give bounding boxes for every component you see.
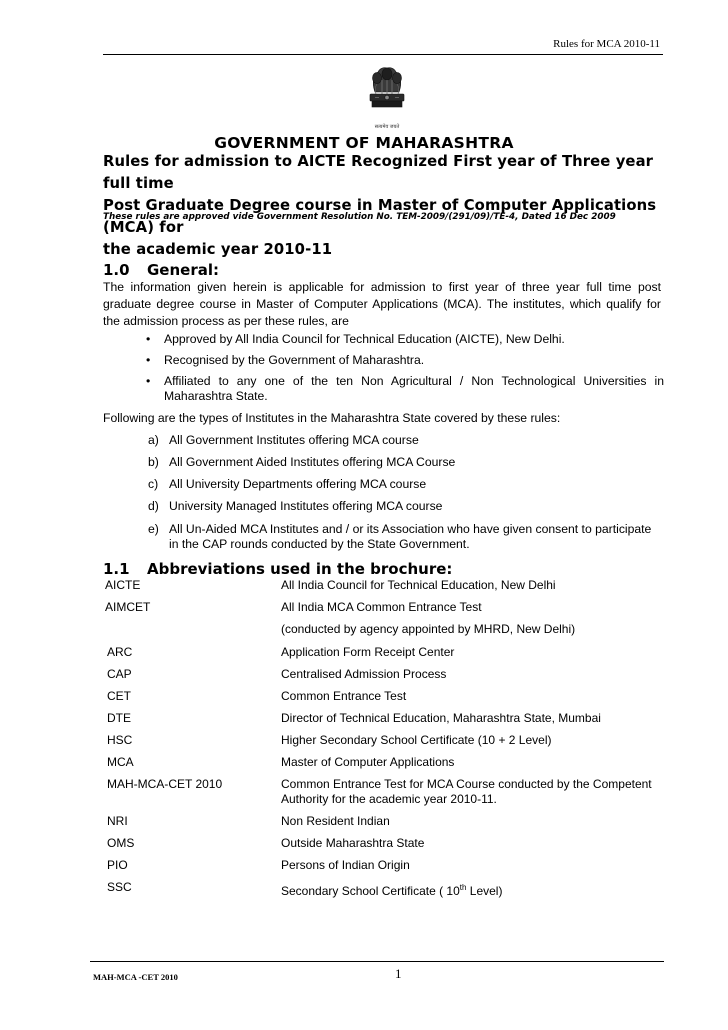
list-text: in the CAP rounds conducted by the State Government. bbox=[169, 537, 470, 551]
rules-title bbox=[103, 151, 663, 261]
list-text: All Government Institutes offering MCA course bbox=[169, 433, 419, 447]
abbreviation-term: AICTE bbox=[105, 578, 141, 592]
abbreviation-row bbox=[105, 578, 665, 594]
intro-line: graduate degree course in Master of Computer Applications (MCA). The institutes, which qualify for bbox=[103, 297, 661, 311]
abbreviation-meaning: Master of Computer Applications bbox=[281, 755, 455, 769]
superscript: th bbox=[459, 883, 467, 892]
list-marker: c) bbox=[148, 477, 159, 491]
list-text: All Government Aided Institutes offering MCA Course bbox=[169, 455, 456, 469]
list-marker: a) bbox=[148, 433, 159, 447]
abbreviation-meaning: Higher Secondary School Certificate (10 + 2 Level) bbox=[281, 733, 552, 747]
abbreviation-meaning: Common Entrance Test for MCA Course conducted by the Competent bbox=[281, 777, 652, 791]
abbreviation-row bbox=[107, 836, 667, 852]
list-item bbox=[148, 433, 668, 449]
bullet-text: Approved by All India Council for Technical Education (AICTE), New Delhi. bbox=[164, 332, 565, 346]
page-number: 1 bbox=[395, 966, 402, 981]
abbreviation-term: MCA bbox=[107, 755, 134, 769]
footer-label: MAH-MCA -CET 2010 bbox=[93, 972, 178, 982]
bullet-icon: • bbox=[146, 374, 151, 388]
bullet-icon: • bbox=[146, 353, 151, 367]
abbreviation-meaning: (conducted by agency appointed by MHRD, New Delhi) bbox=[281, 622, 576, 636]
abbreviation-meaning: Persons of Indian Origin bbox=[281, 858, 410, 872]
bullet-text: Affiliated to any one of the ten Non Agricultural / Non Technological Universities in bbox=[164, 374, 664, 388]
list-text: All University Departments offering MCA course bbox=[169, 477, 427, 491]
abbreviation-term: PIO bbox=[107, 858, 128, 872]
list-item bbox=[148, 499, 668, 515]
list-item bbox=[146, 332, 666, 348]
abbreviation-row bbox=[107, 755, 667, 771]
abbreviation-meaning: Common Entrance Test bbox=[281, 689, 407, 703]
list-marker: d) bbox=[148, 499, 159, 513]
list-marker: e) bbox=[148, 522, 159, 536]
running-header: Rules for MCA 2010-11 bbox=[553, 38, 660, 50]
approval-note: These rules are approved vide Government Resolution No. TEM-2009/(291/09)/TE-4, Dated 16 Dec 2009 bbox=[103, 212, 616, 222]
section-heading-general bbox=[103, 261, 219, 279]
abbreviation-meaning: Non Resident Indian bbox=[281, 814, 390, 828]
abbreviation-meaning: Outside Maharashtra State bbox=[281, 836, 425, 850]
abbreviation-row bbox=[107, 689, 667, 705]
abbreviation-term: SSC bbox=[107, 880, 132, 894]
abbreviation-term: CAP bbox=[107, 667, 132, 681]
abbreviation-term: AIMCET bbox=[105, 600, 151, 614]
abbreviation-row bbox=[107, 711, 667, 727]
abbreviation-meaning: Authority for the academic year 2010-11. bbox=[281, 792, 497, 806]
bullet-text: Recognised by the Government of Maharashtra. bbox=[164, 353, 425, 367]
intro-line: The information given herein is applicable for admission to first year of three year full time post bbox=[103, 280, 661, 294]
abbreviation-term: OMS bbox=[107, 836, 135, 850]
abbreviation-meaning bbox=[281, 880, 666, 899]
abbreviation-meaning: All India MCA Common Entrance Test bbox=[281, 600, 482, 614]
rules-title-line: Rules for admission to AICTE Recognized First year of Three year full time bbox=[103, 153, 654, 192]
abbreviation-row bbox=[107, 777, 667, 809]
abbreviation-term: HSC bbox=[107, 733, 133, 747]
meaning-text: Secondary School Certificate ( 10 bbox=[281, 884, 460, 898]
list-item bbox=[148, 455, 668, 471]
list-item bbox=[148, 522, 668, 554]
section-heading-abbreviations bbox=[103, 560, 452, 578]
abbreviation-row bbox=[107, 814, 667, 830]
footer-rule bbox=[90, 961, 664, 962]
list-marker: b) bbox=[148, 455, 159, 469]
abbreviation-row bbox=[107, 858, 667, 874]
abbreviation-row bbox=[105, 600, 665, 636]
bullet-icon: • bbox=[146, 332, 151, 346]
abbreviation-row bbox=[107, 667, 667, 683]
list-item bbox=[148, 477, 668, 493]
types-intro: Following are the types of Institutes in the Maharashtra State covered by these rules: bbox=[103, 411, 561, 425]
list-item bbox=[146, 374, 666, 406]
section-title: General: bbox=[147, 261, 219, 279]
abbreviation-term: CET bbox=[107, 689, 131, 703]
abbreviation-term: MAH-MCA-CET 2010 bbox=[107, 777, 223, 791]
government-title: GOVERNMENT OF MAHARASHTRA bbox=[214, 134, 514, 152]
header-rule bbox=[103, 54, 663, 55]
intro-line: the admission process as per these rules, are bbox=[103, 314, 349, 328]
abbreviation-row bbox=[107, 645, 667, 661]
abbreviation-meaning: Director of Technical Education, Maharashtra State, Mumbai bbox=[281, 711, 601, 725]
bullet-text: Maharashtra State. bbox=[164, 389, 268, 403]
list-item bbox=[146, 353, 666, 369]
section-number: 1.1 bbox=[103, 560, 130, 578]
abbreviation-term: DTE bbox=[107, 711, 131, 725]
abbreviation-meaning: All India Council for Technical Education, New Delhi bbox=[281, 578, 556, 592]
section-title: Abbreviations used in the brochure: bbox=[147, 560, 453, 578]
abbreviation-term: NRI bbox=[107, 814, 128, 828]
meaning-text: Level) bbox=[466, 884, 503, 898]
abbreviation-term: ARC bbox=[107, 645, 133, 659]
abbreviation-meaning: Centralised Admission Process bbox=[281, 667, 447, 681]
list-text: All Un-Aided MCA Institutes and / or its Association who have given consent to participate bbox=[169, 522, 652, 536]
rules-title-line: the academic year 2010-11 bbox=[103, 241, 333, 258]
abbreviation-row bbox=[107, 733, 667, 749]
abbreviation-meaning: Application Form Receipt Center bbox=[281, 645, 455, 659]
rules-title-line: Post Graduate Degree course in Master of Computer Applications (MCA) for bbox=[103, 197, 657, 236]
list-text: University Managed Institutes offering MCA course bbox=[169, 499, 443, 513]
section-number: 1.0 bbox=[103, 261, 130, 279]
general-intro bbox=[103, 279, 661, 330]
national-emblem-icon bbox=[360, 62, 414, 136]
abbreviation-row bbox=[107, 880, 667, 898]
emblem-motto: सत्यमेव जयते bbox=[374, 124, 400, 130]
